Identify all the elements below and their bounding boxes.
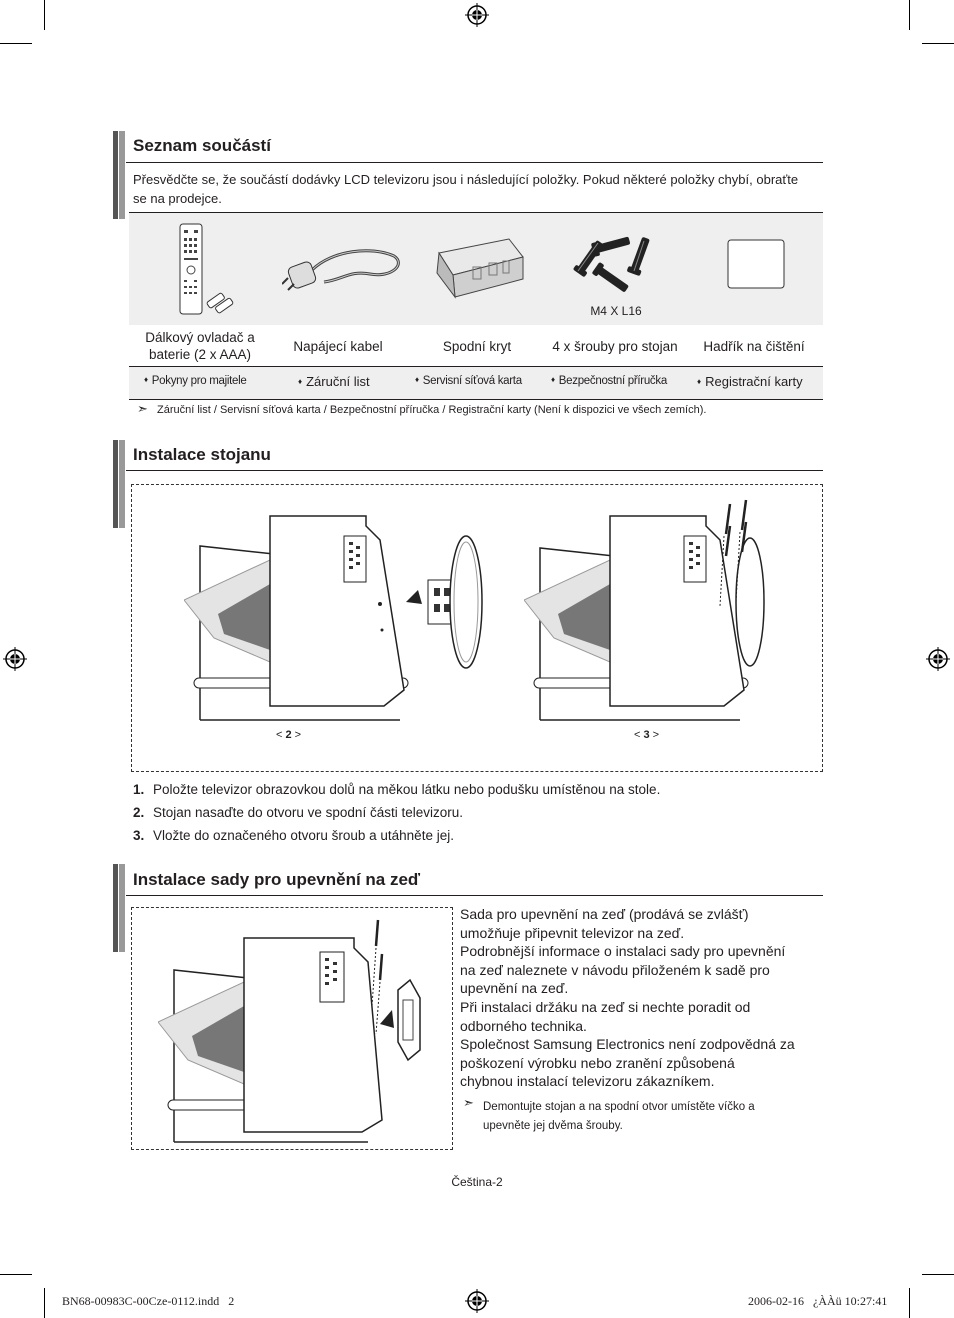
note-arrow-icon: ➣ xyxy=(137,401,148,416)
section-rule xyxy=(126,162,823,163)
wall-line: poškození výrobku nebo zranění způsobená xyxy=(460,1054,735,1071)
wall-note-line: upevněte jej dvěma šrouby. xyxy=(483,1120,623,1132)
step-2: 2. Stojan nasaďte do otvoru ve spodní části televizoru. xyxy=(133,805,463,820)
print-timestamp: 2006-02-16 ¿ÀÀü 10:27:41 xyxy=(748,1294,888,1308)
step-3: 3. Vložte do označeného otvoru šroub a utáhněte jej. xyxy=(133,828,454,843)
doc-registration-cards: ♦ Registrační karty xyxy=(697,374,803,389)
wall-description xyxy=(460,905,820,1091)
cleaning-cloth-icon xyxy=(726,238,788,290)
section-bar xyxy=(113,440,118,528)
note-arrow-icon: ➣ xyxy=(463,1095,474,1110)
section-title-wall: Instalace sady pro upevnění na zeď xyxy=(133,870,421,889)
doc-owner-manual: ♦ Pokyny pro majitele xyxy=(144,375,247,387)
crop-mark xyxy=(909,0,910,30)
registration-mark-icon xyxy=(3,647,27,671)
section-bar xyxy=(113,864,118,952)
components-intro: Přesvědčte se, že součástí dodávky LCD televizoru jsou i následující položky. Pokud některé položky chybí, obraťte se na prodejce. xyxy=(133,172,799,206)
registration-mark-icon xyxy=(465,1289,489,1313)
stand-attach-illustration xyxy=(184,510,494,725)
components-note: Záruční list / Servisní síťová karta / Bezpečnostní příručka / Registrační karty (Není k dispozici ve všech zemích). xyxy=(157,404,707,416)
crop-mark xyxy=(0,43,32,44)
crop-mark xyxy=(922,43,954,44)
screw-spec: M4 X L16 xyxy=(590,304,642,318)
screw-tighten-illustration xyxy=(524,496,794,725)
power-cable-icon xyxy=(282,240,407,302)
wall-note-line: Demontujte stojan a na spodní otvor umístěte víčko a xyxy=(483,1101,755,1113)
section-bar xyxy=(119,131,125,219)
section-rule xyxy=(126,895,823,896)
remote-control-icon xyxy=(172,222,236,318)
wall-line: upevnění na zeď. xyxy=(460,980,569,997)
section-rule xyxy=(126,470,823,471)
crop-mark xyxy=(0,1274,32,1275)
wall-note xyxy=(483,1098,755,1136)
file-name: BN68-00983C-00Cze-0112.indd 2 xyxy=(62,1294,235,1308)
item-label-screws: 4 x šrouby pro stojan xyxy=(552,339,678,354)
doc-service-card: ♦ Servisní síťová karta xyxy=(415,375,522,387)
section-title-components: Seznam součástí xyxy=(133,136,271,155)
item-label-remote: Dálkový ovladač a baterie (2 x AAA) xyxy=(145,330,255,362)
wall-mount-illustration xyxy=(158,914,438,1144)
crop-mark xyxy=(922,1274,954,1275)
wall-line: umožňuje připevnit televizor na zeď. xyxy=(460,924,685,941)
section-bar xyxy=(113,131,118,219)
step-1: 1. Položte televizor obrazovkou dolů na měkou látku nebo podušku umístěnou na stole. xyxy=(133,782,661,797)
wall-line: Při instalaci držáku na zeď si nechte poradit od xyxy=(460,998,751,1015)
item-label-cloth: Hadřík na čištění xyxy=(703,339,805,354)
section-bar xyxy=(119,440,125,528)
section-bar xyxy=(119,864,125,952)
doc-warranty-card: ♦ Záruční list xyxy=(298,374,370,389)
doc-safety-guide: ♦ Bezpečnostní příručka xyxy=(551,375,667,387)
registration-mark-icon xyxy=(926,647,950,671)
crop-mark xyxy=(909,1288,910,1318)
registration-mark-icon xyxy=(465,3,489,27)
bottom-cover-icon xyxy=(433,235,525,301)
wall-line: Podrobnější informace o instalaci sady pro upevnění xyxy=(460,943,786,960)
wall-line: Společnost Samsung Electronics není zodpovědná za xyxy=(460,1036,795,1053)
screws-icon xyxy=(568,231,652,303)
item-label-cover: Spodní kryt xyxy=(442,339,512,354)
wall-line: odborného technika. xyxy=(460,1017,587,1034)
figure-caption-3: < 3 > xyxy=(634,729,660,741)
wall-line: chybnou instalací televizoru zákazníkem. xyxy=(460,1073,715,1090)
crop-mark xyxy=(44,1288,45,1318)
figure-caption-2: < 2 > xyxy=(276,729,302,741)
crop-mark xyxy=(44,0,45,30)
wall-line: Sada pro upevnění na zeď (prodává se zvlášť) xyxy=(460,906,749,922)
item-label-cable: Napájecí kabel xyxy=(293,339,383,354)
section-title-stand: Instalace stojanu xyxy=(133,445,271,464)
wall-line: na zeď naleznete v návodu přiloženém k sadě pro xyxy=(460,961,770,978)
docs-bottom-rule xyxy=(129,399,823,400)
page-number: Čeština-2 xyxy=(451,1175,503,1189)
